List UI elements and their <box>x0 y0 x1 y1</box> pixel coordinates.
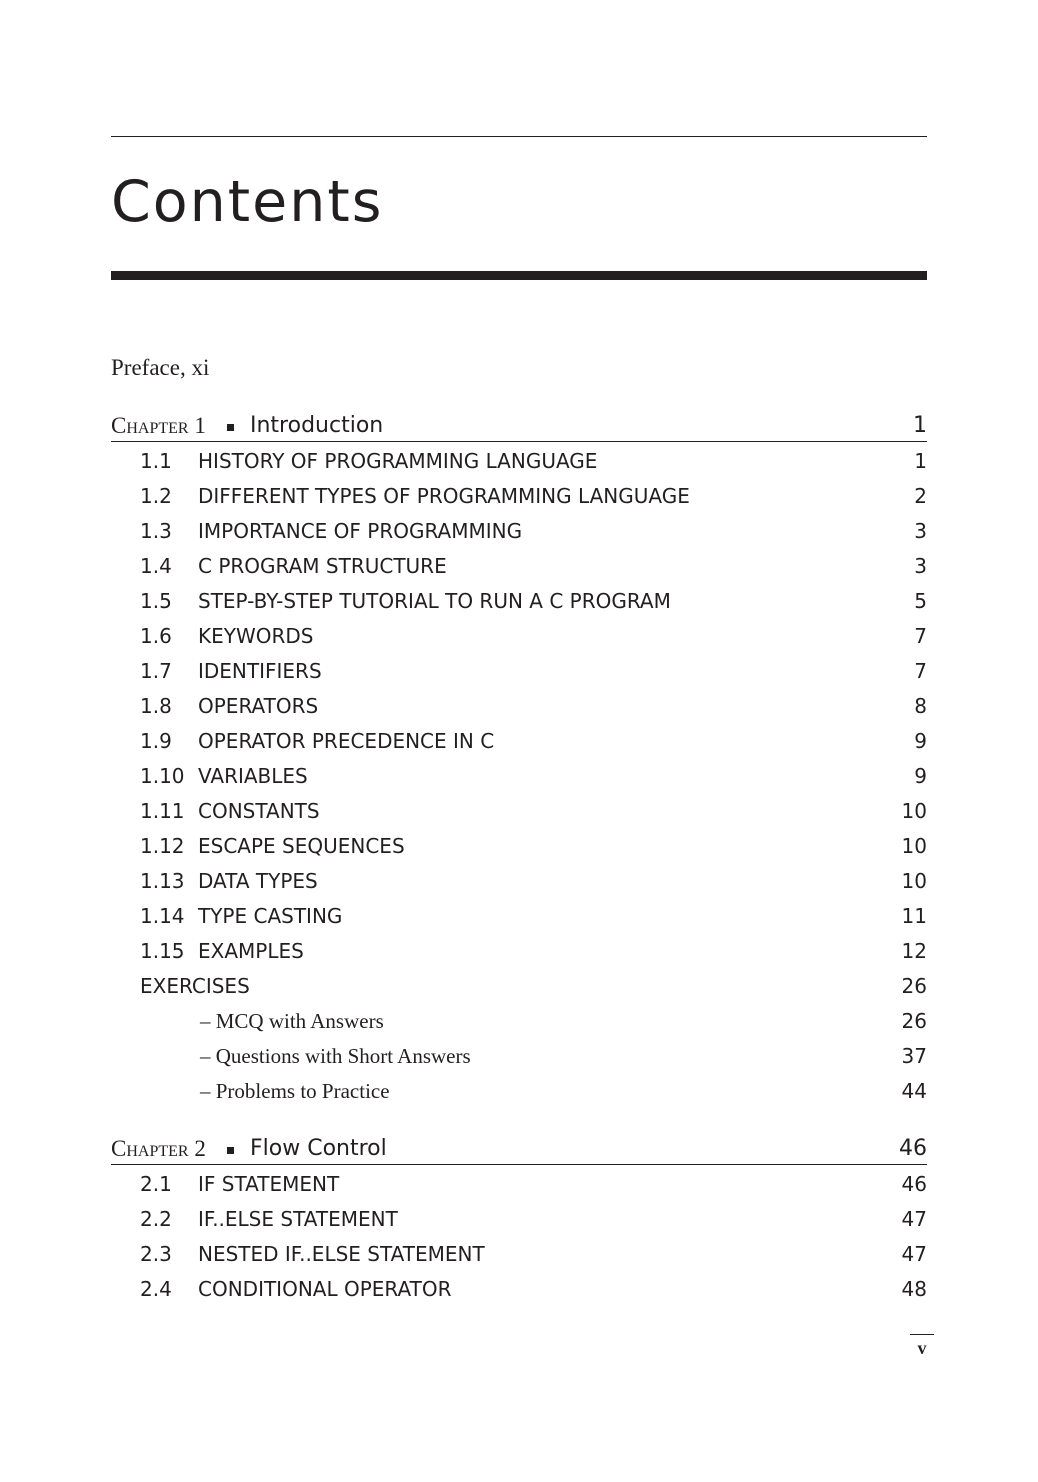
section-page: 10 <box>901 834 927 858</box>
section-number: 1.7 <box>140 659 172 683</box>
section-number: 2.4 <box>140 1277 172 1301</box>
section-number: 1.1 <box>140 449 172 473</box>
section-title: IMPORTANCE OF PROGRAMMING <box>198 519 523 543</box>
section-title: ESCAPE SEQUENCES <box>198 834 405 858</box>
section-title: DIFFERENT TYPES OF PROGRAMMING LANGUAGE <box>198 484 690 508</box>
section-number: 1.6 <box>140 624 172 648</box>
toc-entry[interactable] <box>111 444 927 479</box>
section-number: 1.4 <box>140 554 172 578</box>
section-title: OPERATOR PRECEDENCE IN C <box>198 729 495 753</box>
section-title: IF..ELSE STATEMENT <box>198 1207 398 1231</box>
chapter-label <box>111 1134 206 1164</box>
toc-entry[interactable] <box>111 689 927 724</box>
section-page: 3 <box>914 519 927 543</box>
toc-sub-entry[interactable] <box>111 1039 927 1074</box>
toc-entry[interactable] <box>111 1237 927 1272</box>
toc-entry[interactable] <box>111 479 927 514</box>
section-number: 1.9 <box>140 729 172 753</box>
toc-entry[interactable] <box>111 794 927 829</box>
section-title: IDENTIFIERS <box>198 659 322 683</box>
section-title: EXAMPLES <box>198 939 304 963</box>
square-bullet-icon <box>227 424 234 431</box>
toc-entry[interactable] <box>111 619 927 654</box>
section-page: 47 <box>901 1242 927 1266</box>
sub-entry-page: 44 <box>901 1079 927 1103</box>
chapter-title: Introduction <box>250 413 384 438</box>
section-page: 8 <box>914 694 927 718</box>
toc-entry[interactable] <box>111 829 927 864</box>
section-page: 47 <box>901 1207 927 1231</box>
chapter-word: Chapter <box>111 413 189 438</box>
section-number: 1.12 <box>140 834 185 858</box>
toc-entry[interactable] <box>111 654 927 689</box>
section-number: 1.2 <box>140 484 172 508</box>
section-number: 1.5 <box>140 589 172 613</box>
chapter-heading-2[interactable] <box>111 1134 927 1165</box>
chapter-page-number: 46 <box>899 1136 927 1161</box>
toc-entry[interactable] <box>111 934 927 969</box>
toc-entry[interactable] <box>111 549 927 584</box>
exercises-page: 26 <box>901 974 927 998</box>
chapter-number: 1 <box>194 413 206 438</box>
chapter-page-number: 1 <box>913 413 927 438</box>
chapter-title: Flow Control <box>250 1136 387 1161</box>
page-title: Contents <box>111 169 384 235</box>
section-page: 7 <box>914 624 927 648</box>
section-title: NESTED IF..ELSE STATEMENT <box>198 1242 485 1266</box>
preface-entry[interactable]: Preface, xi <box>111 355 210 380</box>
sub-entry-title: – MCQ with Answers <box>200 1009 384 1033</box>
section-page: 2 <box>914 484 927 508</box>
section-title: VARIABLES <box>198 764 308 788</box>
section-title: HISTORY OF PROGRAMMING LANGUAGE <box>198 449 598 473</box>
toc-exercises-entry[interactable] <box>111 969 927 1004</box>
section-number: 2.2 <box>140 1207 172 1231</box>
title-underline <box>111 271 927 280</box>
section-number: 1.10 <box>140 764 185 788</box>
toc-sub-entry[interactable] <box>111 1004 927 1039</box>
section-title: KEYWORDS <box>198 624 314 648</box>
chapter-word: Chapter <box>111 1136 189 1161</box>
sub-entry-page: 26 <box>901 1009 927 1033</box>
chapter-heading-1[interactable] <box>111 411 927 442</box>
top-rule <box>111 136 927 137</box>
toc-entry[interactable] <box>111 724 927 759</box>
section-page: 9 <box>914 764 927 788</box>
sub-entry-title: – Problems to Practice <box>200 1079 390 1103</box>
section-page: 3 <box>914 554 927 578</box>
section-page: 7 <box>914 659 927 683</box>
section-page: 9 <box>914 729 927 753</box>
section-page: 12 <box>901 939 927 963</box>
section-title: C PROGRAM STRUCTURE <box>198 554 447 578</box>
section-page: 46 <box>901 1172 927 1196</box>
toc-entry[interactable] <box>111 759 927 794</box>
section-number: 1.14 <box>140 904 185 928</box>
sub-entry-page: 37 <box>901 1044 927 1068</box>
page-number: v <box>917 1338 927 1358</box>
section-page: 1 <box>914 449 927 473</box>
section-page: 10 <box>901 869 927 893</box>
section-title: STEP-BY-STEP TUTORIAL TO RUN A C PROGRAM <box>198 589 671 613</box>
chapter-number: 2 <box>194 1136 206 1161</box>
section-number: 1.11 <box>140 799 185 823</box>
section-number: 1.8 <box>140 694 172 718</box>
section-title: CONSTANTS <box>198 799 320 823</box>
exercises-title: EXERCISES <box>140 974 250 998</box>
section-page: 11 <box>901 904 927 928</box>
chapter-label <box>111 411 206 441</box>
toc-entry[interactable] <box>111 584 927 619</box>
toc-entry[interactable] <box>111 1167 927 1202</box>
section-page: 5 <box>914 589 927 613</box>
toc-entry[interactable] <box>111 864 927 899</box>
folio-rule <box>910 1334 934 1335</box>
toc-entry[interactable] <box>111 514 927 549</box>
square-bullet-icon <box>227 1147 234 1154</box>
section-title: DATA TYPES <box>198 869 318 893</box>
section-title: CONDITIONAL OPERATOR <box>198 1277 452 1301</box>
toc-entry[interactable] <box>111 1202 927 1237</box>
toc-entry[interactable] <box>111 1272 927 1307</box>
section-title: IF STATEMENT <box>198 1172 340 1196</box>
section-number: 1.3 <box>140 519 172 543</box>
section-title: OPERATORS <box>198 694 319 718</box>
section-number: 1.15 <box>140 939 185 963</box>
toc-sub-entry[interactable] <box>111 1074 927 1109</box>
sub-entry-title: – Questions with Short Answers <box>200 1044 471 1068</box>
section-page: 10 <box>901 799 927 823</box>
section-page: 48 <box>901 1277 927 1301</box>
toc-entry[interactable] <box>111 899 927 934</box>
section-number: 2.3 <box>140 1242 172 1266</box>
section-number: 2.1 <box>140 1172 172 1196</box>
section-title: TYPE CASTING <box>198 904 343 928</box>
section-number: 1.13 <box>140 869 185 893</box>
